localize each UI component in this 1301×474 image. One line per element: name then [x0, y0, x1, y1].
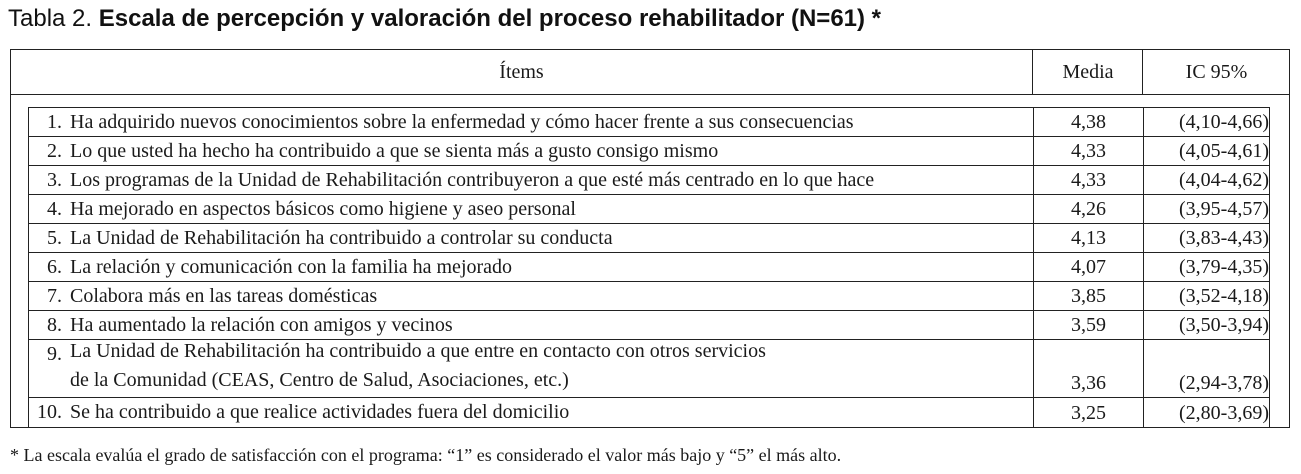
table-body	[28, 107, 1270, 428]
table-header-row	[11, 50, 1289, 95]
row-item-text: Se ha contribuido a que realice actividades fuera del domicilio	[70, 401, 570, 423]
row-item-text: Ha aumentado la relación con amigos y vecinos	[70, 314, 453, 336]
row-item-text: Los programas de la Unidad de Rehabilitación contribuyeron a que esté más centrado en lo que hace	[70, 169, 875, 191]
row-media: 3,36	[1033, 339, 1143, 397]
row-item-text: La Unidad de Rehabilitación ha contribuido a controlar su conducta	[70, 227, 613, 249]
row-ic: (2,94-3,78)	[1143, 339, 1269, 397]
header-ic: IC 95%	[1142, 50, 1290, 94]
row-item-text-line1: La Unidad de Rehabilitación ha contribuido a que entre en contacto con otros servicios	[70, 340, 766, 362]
row-media: 4,26	[1033, 194, 1143, 223]
header-media: Media	[1032, 50, 1143, 94]
table-row	[29, 224, 1269, 253]
row-number: 3.	[47, 169, 62, 191]
row-number: 7.	[47, 285, 62, 307]
row-media: 3,59	[1033, 310, 1143, 339]
header-items: Ítems	[499, 61, 544, 83]
row-number: 9.	[47, 343, 62, 365]
row-media: 4,13	[1033, 223, 1143, 252]
row-ic: (2,80-3,69)	[1143, 398, 1269, 427]
row-ic: (4,04-4,62)	[1143, 165, 1269, 194]
table-row	[29, 253, 1269, 282]
table-row	[29, 340, 1269, 398]
row-ic: (3,79-4,35)	[1143, 252, 1269, 281]
table-row	[29, 108, 1269, 137]
row-media: 3,85	[1033, 281, 1143, 310]
row-media: 4,38	[1033, 107, 1143, 136]
row-ic: (3,50-3,94)	[1143, 310, 1269, 339]
row-number: 1.	[47, 111, 62, 133]
table-row	[29, 137, 1269, 166]
table-caption	[8, 4, 881, 34]
caption-label: Tabla 2.	[8, 5, 93, 32]
row-number: 8.	[47, 314, 62, 336]
table-row	[29, 166, 1269, 195]
row-ic: (3,95-4,57)	[1143, 194, 1269, 223]
row-ic: (3,83-4,43)	[1143, 223, 1269, 252]
row-item-text: La relación y comunicación con la familia ha mejorado	[70, 256, 513, 278]
row-ic: (3,52-4,18)	[1143, 281, 1269, 310]
row-number: 10.	[37, 401, 62, 423]
row-item-text: Ha adquirido nuevos conocimientos sobre la enfermedad y cómo hacer frente a sus consecuencias	[70, 111, 854, 133]
table-row	[29, 311, 1269, 340]
caption-title: Escala de percepción y valoración del proceso rehabilitador (N=61) *	[98, 5, 882, 32]
data-table	[10, 49, 1290, 428]
row-number: 4.	[47, 198, 62, 220]
row-item-text-line2: de la Comunidad (CEAS, Centro de Salud, Asociaciones, etc.)	[70, 369, 569, 391]
row-item-text	[70, 337, 766, 395]
row-media: 4,33	[1033, 165, 1143, 194]
row-item-text: Colabora más en las tareas domésticas	[70, 285, 378, 307]
row-number: 6.	[47, 256, 62, 278]
row-item-text: Lo que usted ha hecho ha contribuido a que se sienta más a gusto consigo mismo	[70, 140, 719, 162]
row-number: 2.	[47, 140, 62, 162]
row-number: 5.	[47, 227, 62, 249]
table-row	[29, 398, 1269, 427]
table-row	[29, 282, 1269, 311]
row-ic: (4,10-4,66)	[1143, 107, 1269, 136]
table-footnote: * La escala evalúa el grado de satisfacción con el programa: “1” es considerado el valor más bajo y “5” el más alto.	[10, 445, 842, 465]
row-item-text: Ha mejorado en aspectos básicos como higiene y aseo personal	[70, 198, 576, 220]
table-row	[29, 195, 1269, 224]
row-media: 3,25	[1033, 398, 1143, 427]
row-ic: (4,05-4,61)	[1143, 136, 1269, 165]
row-media: 4,07	[1033, 252, 1143, 281]
row-media: 4,33	[1033, 136, 1143, 165]
